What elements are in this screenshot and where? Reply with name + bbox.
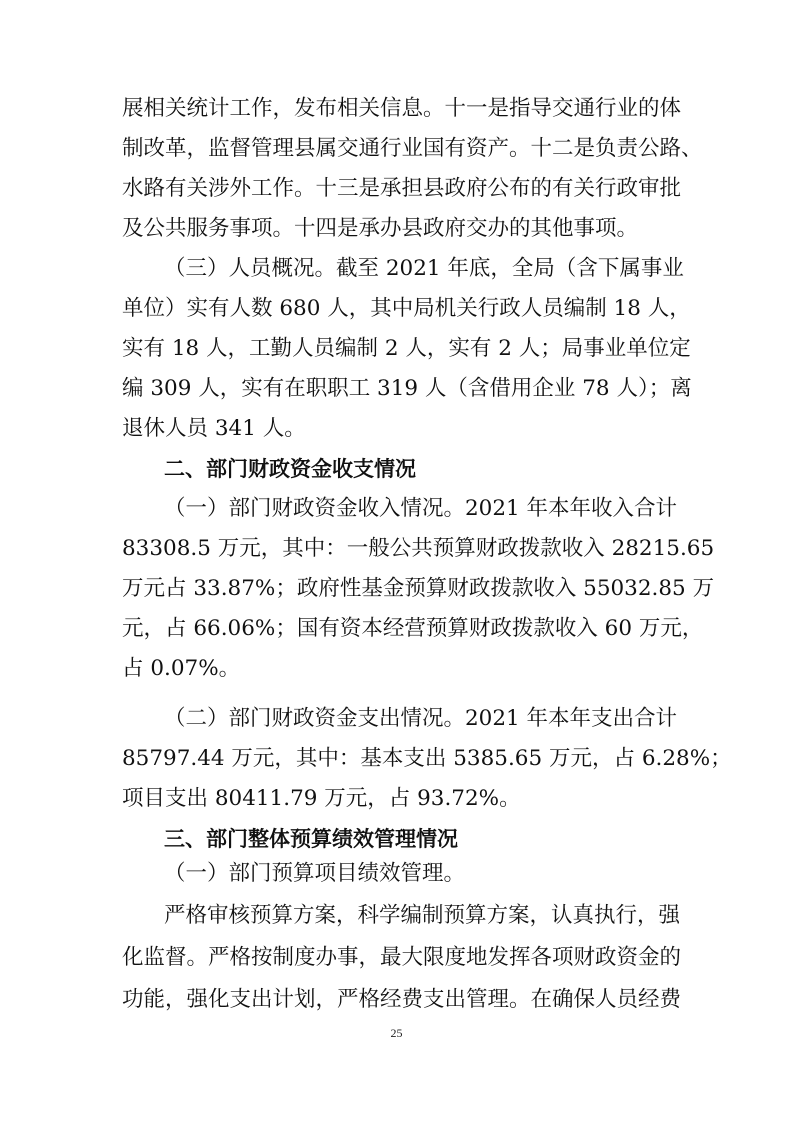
section-heading-3: 三、部门整体预算绩效管理情况 bbox=[164, 827, 458, 851]
text-line: 83308.5 万元，其中：一般公共预算财政拨款收入 28215.65 bbox=[122, 536, 715, 561]
text-line: 化监督。严格按制度办事，最大限度地发挥各项财政资金的 bbox=[122, 945, 682, 970]
text-line: （二）部门财政资金支出情况。2021 年本年支出合计 bbox=[164, 706, 678, 731]
text-line: 万元占 33.87%；政府性基金预算财政拨款收入 55032.85 万 bbox=[122, 576, 715, 601]
text-line: 水路有关涉外工作。十三是承担县政府公布的有关行政审批 bbox=[122, 176, 682, 201]
text-line: 编 309 人，实有在职职工 319 人（含借用企业 78 人）；离 bbox=[122, 376, 692, 401]
text-line: 单位）实有人数 680 人，其中局机关行政人员编制 18 人， bbox=[122, 296, 691, 321]
section-heading-2: 二、部门财政资金收支情况 bbox=[164, 457, 416, 481]
text-line: 实有 18 人，工勤人员编制 2 人，实有 2 人；局事业单位定 bbox=[122, 336, 691, 361]
text-line: 展相关统计工作，发布相关信息。十一是指导交通行业的体 bbox=[122, 96, 682, 121]
text-line: 项目支出 80411.79 万元，占 93.72%。 bbox=[122, 786, 521, 811]
text-line: 退休人员 341 人。 bbox=[122, 416, 306, 441]
text-line: 严格审核预算方案，科学编制预算方案，认真执行，强 bbox=[164, 903, 681, 928]
text-line: （一）部门预算项目绩效管理。 bbox=[164, 861, 466, 886]
text-line: 85797.44 万元，其中：基本支出 5385.65 万元，占 6.28%； bbox=[122, 746, 732, 771]
text-line: 制改革，监督管理县属交通行业国有资产。十二是负责公路、 bbox=[122, 136, 703, 161]
page-number: 25 bbox=[390, 1026, 403, 1040]
text-line: 元，占 66.06%；国有资本经营预算财政拨款收入 60 万元， bbox=[122, 616, 704, 641]
text-line: 功能，强化支出计划，严格经费支出管理。在确保人员经费 bbox=[122, 987, 682, 1012]
text-line: （三）人员概况。截至 2021 年底，全局（含下属事业 bbox=[164, 256, 684, 281]
text-line: 占 0.07%。 bbox=[122, 656, 241, 681]
text-line: 及公共服务事项。十四是承办县政府交办的其他事项。 bbox=[122, 216, 639, 241]
text-line: （一）部门财政资金收入情况。2021 年本年收入合计 bbox=[164, 496, 678, 521]
